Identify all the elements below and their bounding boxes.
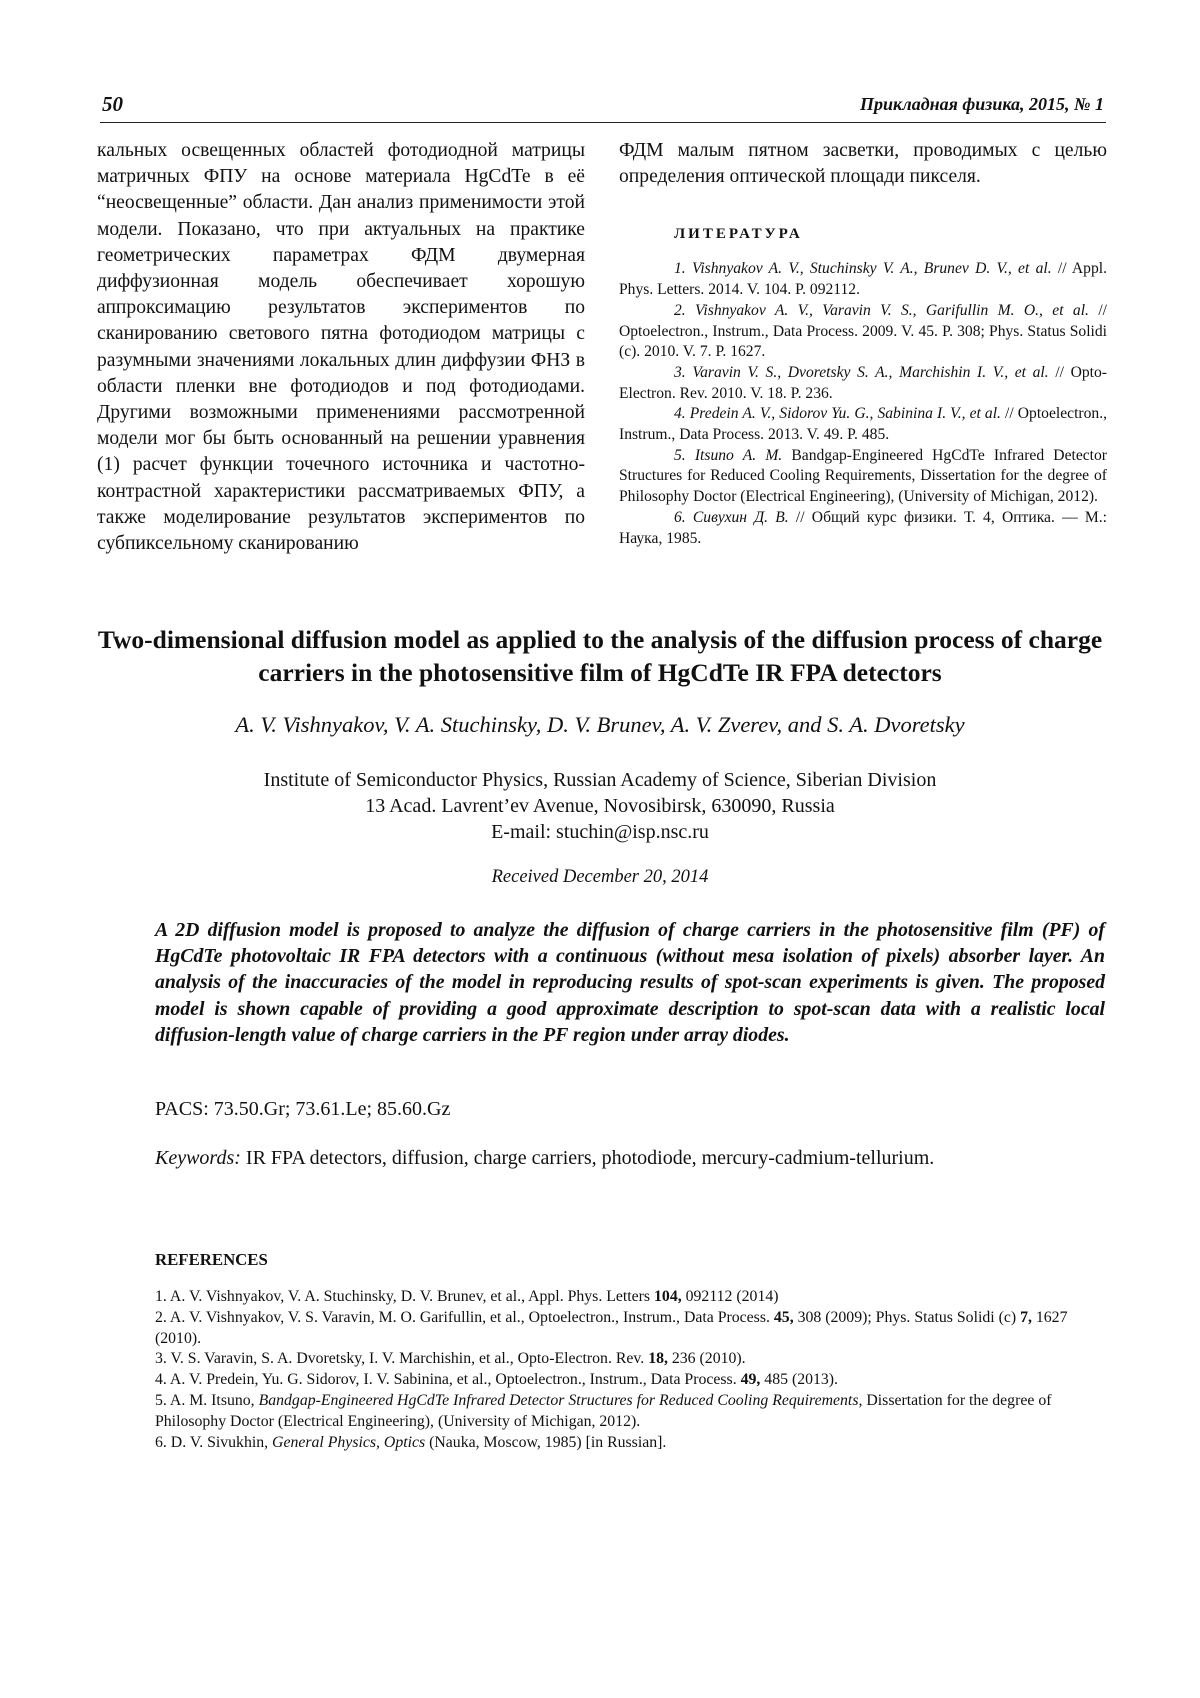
references-heading: REFERENCES bbox=[155, 1250, 268, 1269]
reference-item: 5. A. M. Itsuno, Bandgap-Engineered HgCdTe Infrared Detector Structures for Reduced Cooling Requirements, Dissertation for the degree of Philosophy Doctor (Electrical Engineering), (University of Michigan, 2012). bbox=[155, 1391, 1052, 1430]
reference-item: 3. V. S. Varavin, S. A. Dvoretsky, I. V. Marchishin, et al., Opto-Electron. Rev. 18, 236 (2010). bbox=[155, 1350, 746, 1368]
literature-heading: ЛИТЕРАТУРА bbox=[674, 226, 803, 243]
literature-item: 4. Predein A. V., Sidorov Yu. G., Sabinina I. V., et al. // Optoelectron., Instrum., Data Process. 2013. V. 49. P. 485. bbox=[619, 405, 1107, 444]
received-date: Received December 20, 2014 bbox=[491, 867, 709, 887]
page-number: 50 bbox=[102, 92, 123, 116]
keywords bbox=[155, 1147, 934, 1170]
abstract: A 2D diffusion model is proposed to analyze the diffusion of charge carriers in the photosensitive film (PF) of HgCdTe photovoltaic IR FPA detectors with a continuous (without mesa isolation of pixels) absorber layer. An analysis of the inaccuracies of the model in reproducing results of spot-scan experiments is given. The proposed model is shown capable of providing a good approximate description to spot-scan data with a realistic local diffusion-length value of charge carriers in the PF region under array diodes. bbox=[155, 919, 1105, 1046]
reference-item: 6. D. V. Sivukhin, General Physics, Optics (Nauka, Moscow, 1985) [in Russian]. bbox=[155, 1433, 667, 1451]
literature-item: 2. Vishnyakov A. V., Varavin V. S., Garifullin M. O., et al. // Optoelectron., Instrum., Data Process. 2009. V. 45. P. 308; Phys. Status Solidi (c). 2010. V. 7. P. 1627. bbox=[619, 301, 1107, 361]
left-column-text: кальных освещенных областей фотодиодной матрицы матричных ФПУ на основе материала HgCdTe в её “неосвещенные” области. Дан анализ применимости этой модели. Показано, что при актуальных на практике геометрических параметрах ФДМ двумерная диффузионная модель обеспечивает хорошую аппроксимацию результатов экспериментов по сканированию светового пятна фотодиодом матрицы с разумными значениями локальных длин диффузии ФНЗ в области пленки вне фотодиодов и под фотодиодами. Другими возможными применениями рассмотренной модели мог бы быть основанный на решении уравнения (1) расчет функции точечного источника и частотно-контрастной характеристики рассматриваемых ФПУ, а также моделирование результатов экспериментов по субпиксельному сканированию bbox=[97, 140, 585, 555]
literature-item: 1. Vishnyakov A. V., Stuchinsky V. A., Brunev D. V., et al. // Appl. Phys. Letters. 2014. V. 104. P. 092112. bbox=[619, 260, 1108, 299]
keywords-label: Keywords: bbox=[155, 1147, 241, 1169]
right-column bbox=[619, 138, 1107, 549]
affiliation-email: E-mail: stuchin@isp.nsc.ru bbox=[491, 821, 709, 843]
right-column-continuation: ФДМ малым пятном засветки, проводимых с целью определения оптической площади пикселя. bbox=[619, 140, 1107, 188]
literature-item: 6. Сивухин Д. В. // Общий курс физики. Т. 4, Оптика. — М.: Наука, 1985. bbox=[619, 508, 1107, 547]
literature-item: 5. Itsuno A. M. Bandgap-Engineered HgCdTe Infrared Detector Structures for Reduced Cooling Requirements, Dissertation for the degree of Philosophy Doctor (Electrical Engineering), (University of Michigan, 2012). bbox=[619, 446, 1107, 506]
affiliation bbox=[100, 767, 1100, 845]
reference-item: 4. A. V. Predein, Yu. G. Sidorov, I. V. Sabinina, et al., Optoelectron., Instrum., Data Process. 49, 485 (2013). bbox=[155, 1371, 839, 1389]
english-title: Two-dimensional diffusion model as applied to the analysis of the diffusion process of charge carriers in the photosensitive film of HgCdTe IR FPA detectors bbox=[97, 625, 1103, 687]
affiliation-address: 13 Acad. Lavrent’ev Avenue, Novosibirsk, 630090, Russia bbox=[365, 795, 835, 817]
keywords-value: IR FPA detectors, diffusion, charge carriers, photodiode, mercury-cadmium-tellurium. bbox=[240, 1147, 935, 1169]
reference-item: 1. A. V. Vishnyakov, V. A. Stuchinsky, D. V. Brunev, et al., Appl. Phys. Letters 104, 092112 (2014) bbox=[155, 1288, 779, 1305]
reference-item: 2. A. V. Vishnyakov, V. S. Varavin, M. O. Garifullin, et al., Optoelectron., Instrum., Data Process. 45, 308 (2009); Phys. Status Solidi (c) 7, 1627 (2010). bbox=[155, 1308, 1068, 1347]
pacs-codes: PACS: 73.50.Gr; 73.61.Le; 85.60.Gz bbox=[155, 1098, 451, 1120]
journal-title: Прикладная физика, 2015, № 1 bbox=[859, 94, 1104, 114]
references-list bbox=[155, 1287, 1105, 1453]
english-authors: A. V. Vishnyakov, V. A. Stuchinsky, D. V. Brunev, A. V. Zverev, and S. A. Dvoretsky bbox=[235, 712, 965, 737]
affiliation-institute: Institute of Semiconductor Physics, Russian Academy of Science, Siberian Division bbox=[263, 769, 937, 791]
page-header bbox=[100, 92, 1106, 123]
literature-item: 3. Varavin V. S., Dvoretsky S. A., Marchishin I. V., et al. // Opto-Electron. Rev. 2010. V. 18. P. 236. bbox=[619, 363, 1108, 402]
literature-list bbox=[619, 259, 1107, 549]
